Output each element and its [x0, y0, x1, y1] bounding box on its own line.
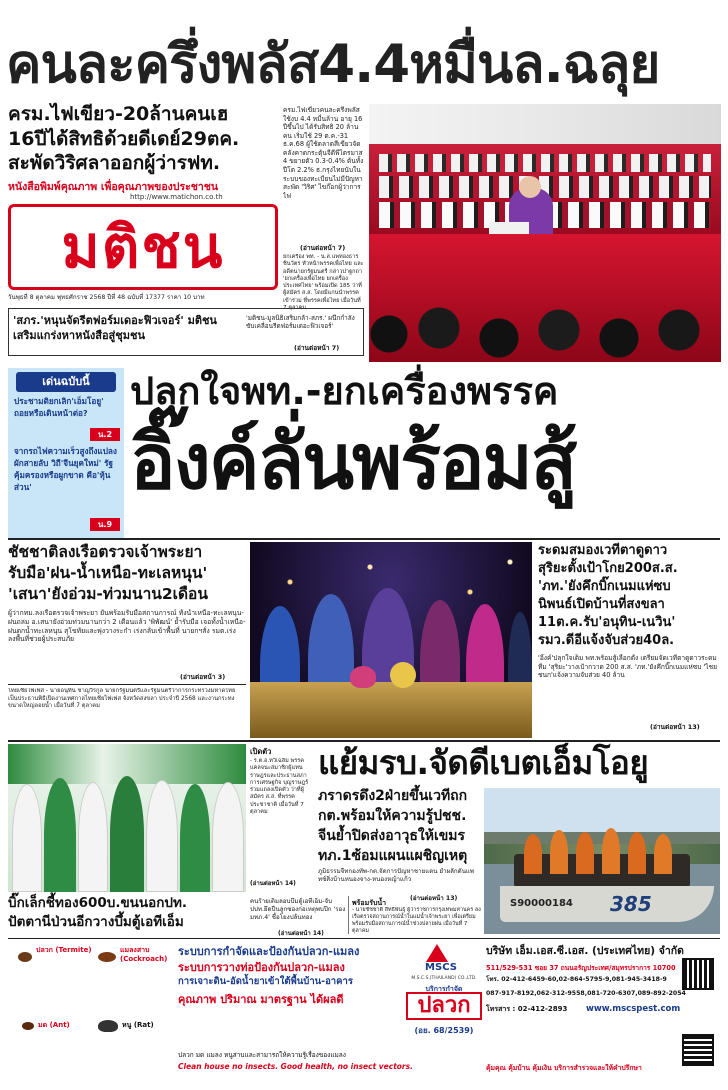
promo-box-headline: 'สภร.'หนุนจัดรีตฟอร์มเดอะฟิวเจอร์' มติชนเสริมแกร่งหาหนังสือสู่ชุมชน — [13, 314, 217, 342]
mou-sub-3: จีนย้ำปิดส่งอาวุธให้เขมร — [318, 828, 466, 844]
subhead-1: ครม.ไฟเขียว-20ล้านคนเฮ — [8, 103, 229, 125]
boat-caption: - นายชัชชาติ สิทธิพันธุ์ ผู้ว่าราชการกรุงเทพมหานคร ลงเรือตรวจสถานการณ์น้ำในแม่น้ำเจ้าพระยา เพื่อเตรียมพร้อมรับมือสถานการณ์น้ำช่วงปลายฝน เมื่อวันที่ 7 ตุลาคม — [352, 907, 481, 935]
ceremony-photo — [250, 542, 532, 738]
mou-headline: แย้มรบ.จัดดีเบตเอ็มโอยู — [318, 743, 649, 782]
lead-headline-2: อิ๊งค์ลั่นพร้อมสู้ — [130, 417, 576, 506]
party-photo — [8, 744, 246, 892]
left-story-body: ผู้ว่ากทม.ลงเรือตรวจเจ้าพระยา ยันพร้อมรับมือสถานการณ์ ทั้งน้ำเหนือ-ทะเลหนุน-ฝนถล่ม อ.เสนายังอ่วมท่วมนานกว่า 2 เดือนแล้ว 'พิพัฒน์' ย้ำรับมือ เจอทั้งน้ำเหนือ-ฝนตกน้ำทะเลหนุน สุโขทัยและพุ่งวางระกำ เร่งกลับเข้าพื้นที่ นายกฯสั่ง รมต.เร่งลงพื้นที่ช่วยผู้ประสบภัย — [8, 609, 246, 644]
right-story-body: 'อิ๊งค์'ปลุกใจเต็ม พท.พร้อมสู้เลือกตั้ง เตรียมจัดเวทีตาดูดาวระดมทีม 'สุริยะ'วางเป้ากวาด 200 ส.ส. 'ภท.'ยังคึกบิ๊กเนมแห่ซบ 'ไชยชนก'แจ้งความจับส่วย 40 ล้าน — [538, 654, 717, 680]
ad-rule — [8, 938, 720, 939]
lead-photo — [369, 104, 721, 362]
promo-box-text: 'มติชน-มูลนิธิเสริมกล้า-สภร.' ผนึกกำลังขับเคลื่อนรีดฟอร์มเดอะฟิวเจอร์' — [246, 314, 355, 331]
open-caption-body: - ร.ต.อ.ทวีเฉลิม พรรคแคลจนะสมาชิกผู้แทนราษฎรและประธานสภาการเศรษฐกิจ บุญราษฎร์ ร่วมแถลงเปิดตัว ว่าที่ผู้สมัคร ส.ส. ที่พรรคประชาชาติ เมื่อวันที่ 7 ตุลาคม — [250, 758, 309, 815]
boat-number: S90000184 — [510, 898, 573, 909]
col-divider — [348, 896, 349, 934]
mou-sub-2: กต.พร้อมให้ความรู้ปชช. — [318, 808, 467, 824]
highlight-badge-2: น.9 — [90, 518, 120, 531]
ad-line-1: ระบบการกำจัดและป้องกันปลวก-แมลง — [178, 945, 360, 958]
ad-fax: โทรสาร : 02-412-2893 — [486, 1005, 568, 1013]
lead-summary: ครม.ไฟเขียวคนละครึ่งพลัส ใช้งบ 4.4 หมื่นล้าน อายุ 16 ปีขึ้นไป ได้รับสิทธิ 20 ล้านคน เริ่มใช้ 29 ต.ค.-31 ธ.ค.68 ผู้ใช้ตลาดสีเขียวจัดคลังคาดกระตุ้นจีดีพีไตรมาส 4 ขยายตัว 0.3-0.4% ต้นทั้งปีโต 2.2% ธ.กรุงไทยนับในระบบของทะเบียนไม่มีปัญหา สะพัด 'วิริศ' ไขก๊อกผู้ว่าการไฟ — [283, 106, 364, 200]
issue-line: วันพุธที่ 8 ตุลาคม พุทธศักราช 2568 ปีที่ 48 ฉบับที่ 17377 ราคา 10 บาท — [8, 294, 205, 301]
lower-h2: ปัตตานีป่วนอีกวางบึ้มตู้เอทีเอ็ม — [8, 914, 184, 930]
pest-label-2: แมลงสาบ (Cockroach) — [120, 946, 168, 964]
ad-line-3: การเจาะดิน-อัดน้ำยาเข้าใต้พื้นบ้าน-อาคาร — [178, 976, 353, 987]
open-caption-title: เปิดตัว — [250, 747, 272, 756]
section-rule-2 — [8, 740, 720, 742]
pest-label-1: ปลวก (Termite) — [36, 946, 92, 954]
masthead-logo — [8, 204, 278, 290]
subhead-2: 16ปีได้สิทธิด้วยดีเดย์29ตค. — [8, 128, 240, 150]
photo-caption-lead: ยกเครื่อง พท. - น.ส.แพทองธาร ชินวัตร หัวหน้าพรรคเพื่อไทย และอดีตนายกรัฐมนตรี กล่าวปาฐกถา 'ยกเครื่องเพื่อไทย ยกเครื่องประเทศไทย' พร้อมเปิด 185 ว่าที่ผู้สมัคร ส.ส. โดยมีแกนนำพรรคเข้าร่วม ที่พรรคเพื่อไทย เมื่อวันที่ 7 ตุลาคม — [283, 254, 364, 311]
highlights-title: เด่นฉบับนี้ — [16, 372, 116, 392]
pest-ant-bug-icon — [18, 952, 32, 962]
lead-summary-ref: (อ่านต่อหน้า 7) — [300, 244, 346, 252]
lower-h1: บิ๊กเล็กชี้ทอง600บ.ขนนอกปท. — [8, 895, 188, 911]
ad-line-6: Clean house no insects. Good health, no insect vectors. — [178, 1062, 413, 1071]
ad-line-2: ระบบการวางท่อป้องกันปลวก-แมลง — [178, 961, 345, 974]
ad-mobile: 087-917-8192,062-312-9558,081-720-6307,089-892-2054 — [486, 990, 686, 997]
mou-sub-1: ภราดรดึง2ฝ่ายขึ้นเวทีถก — [318, 788, 468, 804]
ad-line-5: ปลวก มด แมลง หนูสาบและสามารถให้ความรู้เรื่องของแมลง — [178, 1051, 346, 1059]
ad-address: 511/529-531 ซอย 37 ถนนอรัญประเทศ/สมุทรปราการ 10700 — [486, 964, 676, 972]
mscs-logo-icon — [426, 944, 448, 962]
qr-code-icon-2 — [684, 1036, 712, 1064]
website-url: http://www.matichon.co.th — [130, 193, 223, 201]
cockroach-icon — [98, 952, 116, 962]
ad-tagline: คุ้มคุณ คุ้มบ้าน คุ้มเงิน บริการสำรวจและให้คำปรึกษา — [486, 1064, 642, 1072]
right-story-h1: ระดมสมองเวทีตาดูดาว — [538, 543, 668, 558]
right-story-h2: สุริยะตั้งเป้าโกย200ส.ส. — [538, 561, 678, 576]
mou-body: ภูมิธรรมจี้ทกองทัพ-กต.จัดการปัญหาชายแดน ย้ำผลักดันแพทช์สิ่งบ้านหนองจาง-หนองหญ้าแก้ว — [318, 868, 474, 884]
promo-box — [8, 308, 364, 356]
ad-brand-service: บริการกำจัด — [425, 985, 463, 993]
right-story-ref: (อ่านต่อหน้า 13) — [650, 723, 700, 731]
pest-label-3: มด (Ant) — [38, 1021, 70, 1029]
left-story-h3: 'เสนา'ยังอ่วม-ท่วมนาน2เดือน — [8, 585, 208, 603]
front-headline: คนละครึ่งพลัส4.4หมื่นล.ฉลุย — [6, 34, 660, 95]
ad-brand-sub: M.S.C.S.(THAILAND) CO.,LTD. — [411, 976, 477, 981]
pest-label-4: หนู (Rat) — [122, 1021, 154, 1029]
mou-sub-4: ทภ.1ซ้อมแผนแผชิญเหตุ — [318, 848, 468, 864]
right-story-h4: นิพนธ์เปิดบ้านที่สงขลา — [538, 597, 665, 612]
ad-web: www.mscspest.com — [586, 1004, 681, 1014]
highlight-item-2: จากรถไฟความเร็วสูงถึงแปลงผักสายลับ วิถี'จีนยุคใหม่' รัฐคุ้มครองหรือผูกขาด คือ'หุ้นส่วน' — [14, 446, 117, 492]
highlight-badge-1: น.2 — [90, 428, 120, 441]
logo-text: มติชน — [61, 213, 225, 281]
rule-left — [8, 684, 246, 685]
mou-ref: (อ่านต่อหน้า 13) — [410, 895, 458, 902]
pest-ad — [8, 940, 720, 1086]
ad-phone: โทร. 02-412-6459-60,02-864-5795-9,081-945-3418-9 — [486, 976, 667, 983]
ad-brand: MSCS — [425, 962, 457, 973]
ad-license: (อย. 68/2539) — [414, 1026, 474, 1035]
promo-box-ref: (อ่านต่อหน้า 7) — [294, 344, 340, 352]
ant-icon — [22, 1022, 34, 1030]
highlight-item-1: ประชามติยกเลิก'เอ็มโอยู' ถอยหรือเดินหน้าต่อ? — [14, 396, 104, 418]
slogan: หนังสือพิมพ์คุณภาพ เพื่อคุณภาพของประชาชน — [8, 181, 219, 193]
open-caption-ref: (อ่านต่อหน้า 14) — [250, 880, 296, 887]
lead-headline-1: ปลุกใจพท.-ยกเครื่องพรรค — [130, 369, 559, 413]
ad-brand-big: ปลวก — [406, 992, 482, 1020]
boat-name: 385 — [610, 892, 652, 916]
ad-company: บริษัท เอ็ม.เอส.ซี.เอส. (ประเทศไทย) จำกัด — [486, 945, 684, 957]
highlights-sidebar — [8, 368, 124, 538]
lower-mid-ref: (อ่านต่อหน้า 14) — [278, 930, 324, 937]
right-story-h6: รมว.ดีอีแจ้งจับส่วย40ล. — [538, 633, 675, 648]
left-story-ref: (อ่านต่อหน้า 3) — [180, 673, 226, 681]
left-story-h1: ชัชชาติลงเรือตรวจเจ้าพระยา — [8, 543, 203, 561]
left-story-h2: รับมือ'ฝน-น้ำเหนือ-ทะเลหนุน' — [8, 564, 208, 582]
section-rule — [8, 538, 720, 540]
boat-caption-title: พร้อมรับน้ำ — [352, 899, 387, 907]
subhead-3: สะพัดวิริศลาออกผู้ว่ารฟท. — [8, 152, 221, 174]
boat-photo — [484, 788, 720, 934]
ceremony-caption: ไทยเซียไฟเฟส - นายอนุทิน ชาญวีรกูล นายกรัฐมนตรีและรัฐมนตรีว่าการกระทรวงมหาดไทย เป็นประธานพิธีเปิดงานเทศกาลไทยเซียไฟเฟส จังหวัดสงขลา ประจำปี 2568 และงานกระทงขนาดใหญ่ลอยน้ำ เมื่อวันที่ 7 ตุลาคม — [8, 688, 236, 710]
rat-icon — [98, 1020, 118, 1032]
right-story-h5: 11ต.ค.รับ'อนุทิน-เนวิน' — [538, 615, 676, 630]
lower-mid-text: คนร้ายเติมลอบบึ้มตู้เอทีเอ็ม-จับปปท.ยึดปืนลูกซองก่อเหตุพบปีก 'รอง มทภ.4' ชี้อโยงปล้นทอง — [250, 898, 346, 922]
ad-line-4: คุณภาพ ปริมาณ มาตรฐาน ได้ผลดี — [178, 993, 344, 1006]
qr-code-icon — [684, 960, 712, 988]
right-story-h3: 'ภท.'ยังคึกบิ๊กเนมแห่ซบ — [538, 579, 671, 594]
